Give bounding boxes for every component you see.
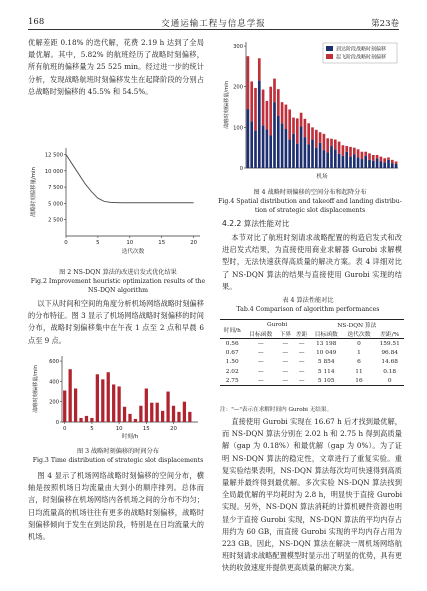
bar-departure (353, 148, 356, 155)
cell: — (282, 368, 289, 375)
y-tick-label: 100 (233, 125, 243, 132)
bar-departure (304, 119, 307, 137)
right-para-2 (222, 416, 402, 575)
cell: 0.67 (225, 350, 239, 357)
table-note: 注："—"表示在求解时间内 Gurobi 无结果。 (220, 407, 333, 413)
bar-departure (349, 147, 352, 157)
y-tick-label: 0 (55, 420, 59, 426)
cell: — (257, 340, 264, 347)
y-tick-label: 200 (49, 399, 59, 406)
cell: 0 (357, 340, 361, 347)
y-tick-label: 300 (233, 44, 243, 51)
bar-departure (266, 101, 269, 129)
table-row (220, 367, 404, 376)
bar-arrival (315, 148, 318, 168)
cell: 1 (357, 350, 361, 357)
fig2-chart (28, 140, 208, 258)
th-gap-pct: 差距/% (380, 332, 400, 339)
x-tick-label: 20 (190, 240, 198, 246)
cell: — (298, 368, 305, 375)
table-row (220, 358, 404, 367)
x-tick-label: 10 (115, 426, 123, 432)
fig3-caption-en: Fig.3 Time distribution of strategic slot displacements (32, 457, 204, 464)
bar-arrival (300, 127, 303, 168)
bar-arrival (361, 159, 364, 168)
bar-arrival (292, 134, 295, 168)
bar-arrival (296, 144, 299, 168)
cell: — (298, 340, 305, 347)
bar-departure (319, 132, 322, 143)
fig4-chart (220, 36, 404, 186)
cell: 0.18 (383, 368, 397, 375)
bar-arrival (353, 154, 356, 168)
bar (123, 407, 126, 422)
bar-arrival (364, 156, 367, 168)
bar-departure (395, 161, 398, 163)
bar-arrival (338, 154, 341, 168)
cell: 1.50 (225, 359, 239, 366)
cell: 0 (387, 377, 392, 384)
volume-number: 第23卷 (371, 19, 399, 29)
bar-arrival (395, 164, 398, 168)
cell: — (298, 350, 305, 357)
y-tick-label: 400 (49, 379, 59, 386)
bar (150, 403, 153, 422)
bar-departure (330, 139, 333, 146)
bar-arrival (277, 116, 280, 168)
fig2-caption-en-2: NS-DQN algorithm (87, 287, 148, 294)
legend-swatch (326, 46, 333, 51)
section-heading: 4.2.2 算法性能对比 (222, 219, 290, 228)
bar-arrival (349, 157, 352, 168)
journal-title: 交通运输工程与信息学报 (161, 19, 266, 29)
bar-arrival (247, 109, 250, 168)
y-tick-label: 7 500 (48, 185, 63, 192)
cell: — (257, 350, 264, 357)
th-gurobi: Gurobi (267, 321, 288, 328)
fig4-caption-en-1: Fig.4 Spatial distribution and takeoff and landing distribu- (218, 198, 402, 205)
cell: — (298, 377, 305, 384)
bar-arrival (285, 129, 288, 168)
bar-departure (323, 134, 326, 150)
bar-arrival (376, 158, 379, 168)
x-tick-label: 15 (142, 426, 150, 432)
bar-departure (292, 118, 295, 134)
bar-departure (357, 149, 360, 157)
bar (139, 406, 142, 422)
right-para-1 (222, 232, 402, 293)
cell: 96.84 (381, 350, 398, 357)
x-tick-label: 0 (64, 240, 68, 246)
bar (117, 386, 120, 422)
table-row (220, 339, 404, 349)
th-iter: 迭代次数 (347, 332, 371, 339)
bar (63, 391, 66, 422)
bar-arrival (266, 129, 269, 168)
cell: 6 (357, 359, 361, 366)
bar-arrival (372, 161, 375, 168)
table-row (220, 376, 404, 386)
bar-arrival (357, 157, 360, 168)
bar (166, 392, 169, 422)
cell: 14.68 (381, 359, 398, 366)
x-tick-label: 15 (158, 240, 166, 246)
bar-arrival (250, 121, 253, 168)
bar-arrival (387, 160, 390, 168)
legend-label: 到达阶段战略时刻偏移 (336, 46, 387, 53)
cell: 16 (355, 377, 363, 384)
cell: 0.56 (225, 340, 239, 347)
bar-arrival (262, 125, 265, 168)
bar-arrival (269, 135, 272, 168)
bar-departure (311, 127, 314, 139)
running-header (28, 17, 399, 30)
bar-departure (247, 56, 250, 109)
cell: — (257, 368, 264, 375)
bar-departure (250, 81, 253, 121)
left-para-1 (28, 37, 204, 98)
bar-departure (300, 113, 303, 127)
bar-arrival (304, 137, 307, 168)
left-para-2 (28, 298, 204, 347)
bar-arrival (383, 162, 386, 168)
bar (90, 418, 93, 422)
bar (145, 388, 148, 422)
y-axis-label: 战略时刻偏移量/min (224, 81, 230, 129)
y-tick-label: 10 000 (44, 168, 63, 175)
bar-arrival (281, 123, 284, 168)
cell: — (282, 359, 289, 366)
fig2-caption (28, 268, 208, 295)
performance-table (220, 319, 404, 386)
x-tick-label: 10 (126, 240, 134, 246)
bar-departure (368, 153, 371, 160)
bar (74, 388, 77, 422)
bar-departure (383, 158, 386, 162)
bar-departure (273, 79, 276, 103)
fig3-chart (28, 350, 208, 442)
x-tick-label: 5 (90, 426, 94, 432)
legend-swatch (326, 54, 333, 59)
bar-departure (258, 58, 261, 80)
fig4-plot (222, 42, 398, 180)
bar-arrival (334, 149, 337, 168)
bar-departure (338, 142, 341, 154)
cell: — (282, 377, 289, 384)
paragraph: 直接使用 Gurobi 实现在 16.67 h 后才找到最优解，而 NS-DQN 算法分别在 2.02 h 和 2.75 h 得到高质量解（gap 为 0.18%）和最优解（gap 为 0%）。为了证明 NS-DQN 算法的稳定性，文章进行了重复实验。重复实验结果表明，NS-DQN 算法每次均可快速得到高质量解并最终得到最优解。多次实验 NS-DQN 算法找到全局最优解的平均耗时为 2.8 h，明显快于直接 Gurobi 实现。另外，NS-DQN 算法消耗的计算机硬件资源也明显少于直接 Gurobi 实现，NS-DQN 算法的平均内存占用约为 60 GB，而直接 Gurobi 实现的平均内存占用为 223 GB。因此，NS-DQN 算法在解决一周机场网络航班时刻请求战略配置模型时显示出了明显的优势，具有更快的收敛速度并提供更高质量的解决方案。 (222, 417, 402, 573)
left-para-3 (28, 470, 204, 543)
paragraph: 优解差距 0.18% 的迭代解，花费 2.19 h 达到了全局最优解。其中，5.82% 的航班经历了战略时刻偏移，所有航班的偏移量为 25 525 min。经过进一步的统计分析，发现战略航班时刻偏移发生在起降阶段的分别占总战略时刻偏移的 45.5% 和 54.5%。 (28, 38, 204, 96)
bar-departure (345, 146, 348, 152)
fig4-caption-cn: 图 4 战略时刻偏移的空间分布和起降分布 (253, 189, 367, 196)
bar-departure (326, 138, 329, 152)
cell: 10 049 (316, 350, 337, 357)
bar (188, 412, 191, 422)
cell: 2.75 (225, 377, 239, 384)
bar (69, 369, 72, 422)
bar-departure (269, 87, 272, 136)
fig4-caption (216, 188, 404, 215)
x-tick-label: 5 (96, 240, 100, 246)
bar-arrival (326, 153, 329, 168)
table-row (220, 349, 404, 358)
y-tick-label: 0 (239, 166, 243, 172)
bar-arrival (307, 144, 310, 168)
bar (183, 402, 186, 422)
th-nsdqn: NS-DQN 算法 (337, 323, 377, 330)
bar-departure (288, 109, 291, 139)
bar-arrival (380, 161, 383, 168)
bar-departure (262, 90, 265, 126)
cell: — (257, 359, 264, 366)
y-tick-label: 12 500 (44, 152, 63, 159)
x-axis-label: 机场 (316, 174, 328, 180)
cell: 11 (355, 368, 363, 375)
cell: 5 105 (317, 377, 335, 384)
bar-departure (361, 152, 364, 159)
bar (128, 414, 131, 422)
th-time: 时间/h (220, 320, 244, 339)
bar (112, 384, 115, 422)
bar-departure (342, 145, 345, 156)
bar-departure (380, 157, 383, 162)
legend-label: 起飞阶段战略时刻偏移 (336, 54, 387, 61)
bar-arrival (345, 152, 348, 168)
bar-arrival (254, 131, 257, 168)
cell: 5 854 (317, 359, 335, 366)
bar-departure (285, 105, 288, 129)
bar (101, 379, 104, 422)
bar-arrival (342, 156, 345, 168)
cell: 159.51 (379, 340, 400, 347)
fig2-caption-cn: 图 2 NS-DQN 算法的改进启发式优化结果 (59, 269, 177, 276)
bar (172, 406, 175, 422)
fig3-caption-cn: 图 3 战略时刻偏移的时间分布 (76, 448, 160, 455)
bar-departure (277, 89, 280, 116)
table-caption-cn: 表 4 算法性能对比 (282, 297, 334, 304)
fig2-plot (29, 148, 200, 255)
bar-departure (364, 152, 367, 156)
cell: — (298, 359, 305, 366)
bar-departure (387, 157, 390, 159)
fig4-caption-en-2: tion of strategic slot displacements (254, 207, 366, 214)
bar (177, 412, 180, 422)
th-obj: 目标函数 (249, 332, 273, 339)
x-tick-label: 20 (170, 426, 177, 432)
paragraph: 图 4 显示了机场网络战略时刻偏移的空间分布，横轴是按照机场日均流量由大到小的顺序排列。总体而言，时刻偏移在机场网络内各机场之间的分布不均匀；日均流量高的机场往往有更多的战略时刻偏移，战略时刻偏移倾向于发生在到达阶段，特别是在日均流量大的机场。 (28, 471, 204, 542)
bar-arrival (319, 143, 322, 168)
paragraph: 以下从时间和空间的角度分析机场网络战略时刻偏移的分布特征。图 3 显示了机场网络战略时刻偏移的时间分布，战略时刻偏移集中在午夜 1 点至 2 点和早晨 6 点至 9 点。 (28, 299, 204, 345)
cell: — (257, 377, 264, 384)
x-axis-label: 时刻/h (121, 434, 139, 440)
cell: 2.02 (225, 368, 239, 375)
cell: 13 198 (316, 340, 337, 347)
table-caption (218, 296, 398, 314)
bar-departure (372, 155, 375, 161)
bar-arrival (391, 163, 394, 168)
bar-departure (296, 118, 299, 143)
bar-arrival (288, 140, 291, 168)
x-axis-label: 迭代次数 (121, 249, 145, 255)
bar-departure (254, 88, 257, 131)
fig3-caption (28, 447, 208, 465)
y-axis-label: 战略时刻偏移量/min (33, 365, 39, 413)
bar-departure (315, 130, 318, 148)
bar (156, 403, 159, 422)
series-line (66, 155, 194, 203)
y-tick-label: 5 000 (48, 201, 63, 208)
fig3-plot (31, 356, 198, 440)
cell: — (282, 350, 289, 357)
bar-arrival (311, 140, 314, 168)
th-gap: 差距 (295, 332, 308, 339)
paragraph: 本节对比了航班时刻请求战略配置的构造启发式和改进启发式结果，为直接使用商业求解器 Gurobi 求解模型时，无法快速获得高质量的解决方案。表 4 详细对比了 NS-DQN 算法的结果与直接使用 Gurobi 实现的结果。 (222, 233, 402, 291)
bar-arrival (258, 81, 261, 168)
bar-departure (334, 140, 337, 150)
x-tick-label: 0 (63, 426, 67, 432)
bar (134, 419, 137, 422)
bar (161, 411, 164, 422)
th-lb: 下界 (279, 332, 292, 339)
bar (85, 416, 88, 422)
bar-arrival (330, 146, 333, 168)
bar-arrival (368, 160, 371, 168)
bar (79, 418, 82, 422)
y-tick-label: 600 (49, 359, 59, 366)
th-obj-2: 目标函数 (314, 332, 338, 339)
bar-departure (376, 155, 379, 158)
bar (107, 372, 110, 422)
bar-departure (281, 102, 284, 123)
y-tick-label: 200 (233, 84, 243, 91)
bar-departure (307, 123, 310, 144)
bar-arrival (323, 150, 326, 168)
cell: — (282, 340, 289, 347)
y-tick-label: 2 500 (48, 217, 63, 224)
y-axis-label: 战略时刻偏移量/min (31, 167, 37, 217)
table-caption-en: Tab.4 Comparison of algorithm performances (236, 306, 380, 313)
bar-arrival (273, 102, 276, 168)
page-number: 168 (28, 17, 45, 27)
bar (96, 374, 99, 422)
bar-departure (391, 160, 394, 163)
cell: 5 114 (317, 368, 335, 375)
fig2-caption-en-1: Fig.2 Improvement heuristic optimization results of the (30, 278, 206, 285)
